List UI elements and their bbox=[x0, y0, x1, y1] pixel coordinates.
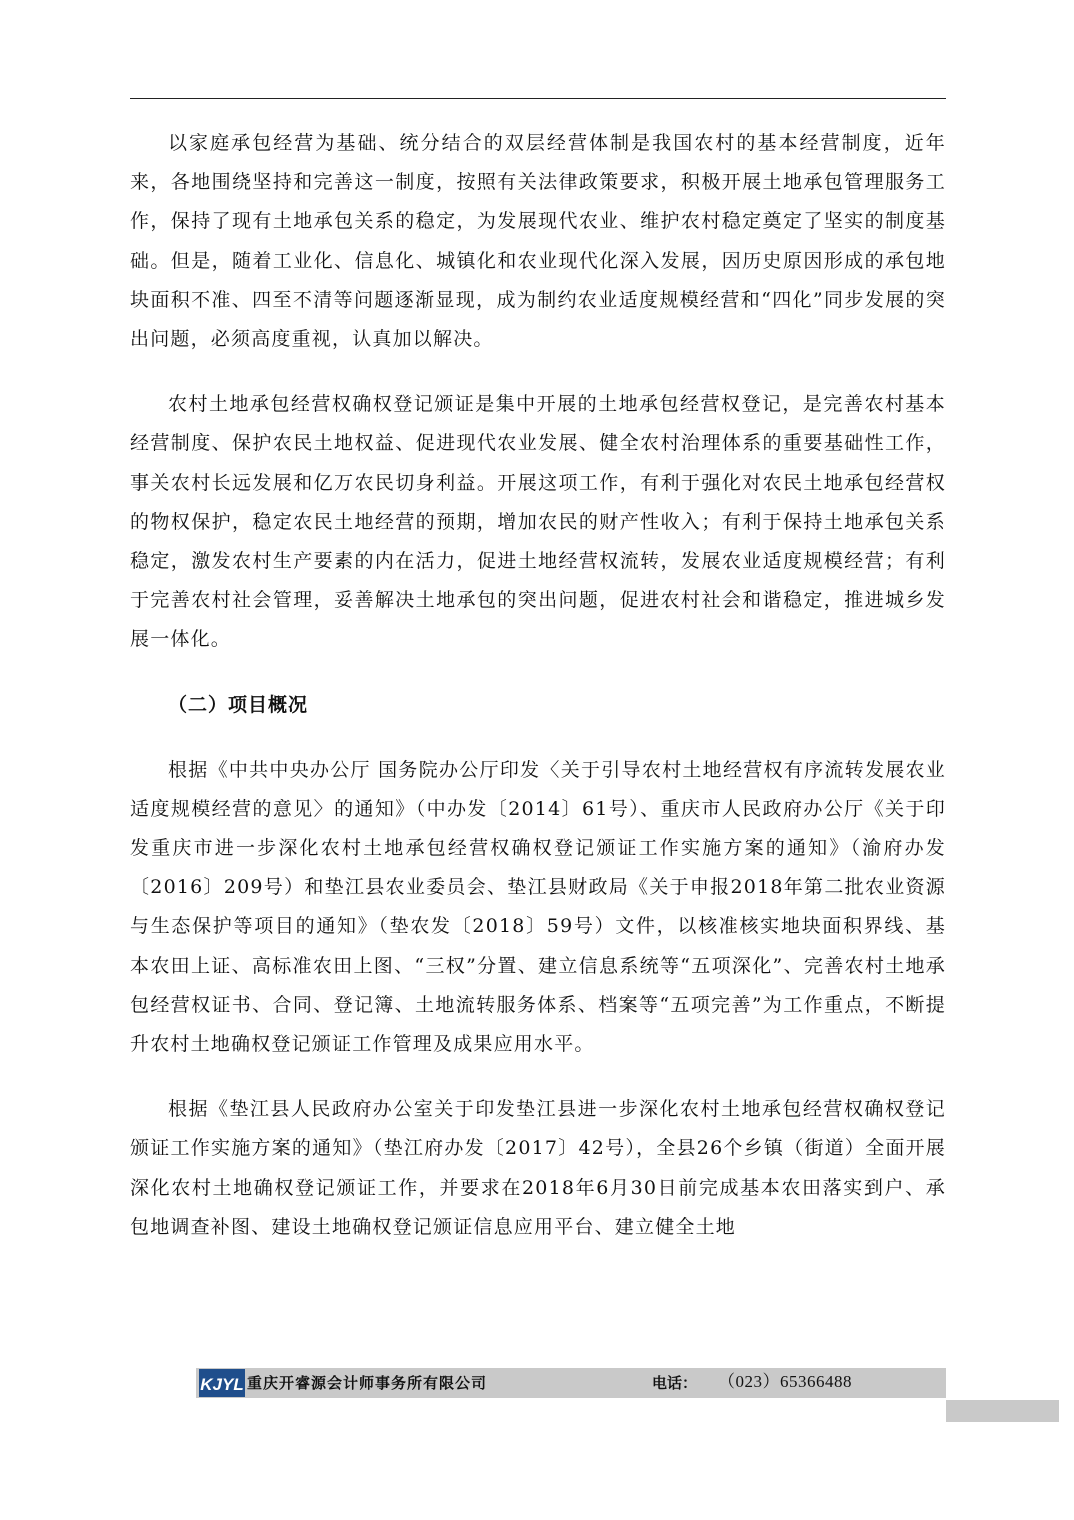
company-logo bbox=[198, 1368, 246, 1398]
header-rule bbox=[130, 98, 946, 99]
footer-bar-accent bbox=[946, 1400, 1059, 1422]
section-heading: （二）项目概况 bbox=[168, 693, 309, 716]
paragraph-3: 根据《中共中央办公厅 国务院办公厅印发〈关于引导农村土地经营权有序流转发展农业适度规模经营的意见〉的通知》（中办发〔2014〕61号）、重庆市人民政府办公厅《关于印发重庆市进一步深化农村土地承包经营权确权登记颁证工作实施方案的通知》（渝府办发〔2016〕209号）和垫江县农业委员会、垫江县财政局《关于申报2018年第二批农业资源与生态保护等项目的通知》（垫农发〔2018〕59号）文件，以核准核实地块面积界线、基本农田上证、高标准农田上图、“三权”分置、建立信息系统等“五项深化”、完善农村土地承包经营权证书、合同、登记簿、土地流转服务体系、档案等“五项完善”为工作重点，不断提升农村土地确权登记颁证工作管理及成果应用水平。 bbox=[130, 758, 946, 1056]
phone-number: （023）65366488 bbox=[718, 1372, 852, 1391]
paragraph-2: 农村土地承包经营权确权登记颁证是集中开展的土地承包经营权登记，是完善农村基本经营制度、保护农民土地权益、促进现代农业发展、健全农村治理体系的重要基础性工作，事关农村长远发展和亿万农民切身利益。开展这项工作，有利于强化对农民土地承包经营权的物权保护，稳定农民土地经营的预期，增加农民的财产性收入；有利于保持土地承包关系稳定，激发农村生产要素的内在活力，促进土地经营权流转，发展农业适度规模经营；有利于完善农村社会管理，妥善解决土地承包的突出问题，促进农村社会和谐稳定，推进城乡发展一体化。 bbox=[130, 393, 946, 651]
phone-label: 电话： bbox=[652, 1374, 698, 1392]
document-body bbox=[130, 124, 946, 1247]
paragraph-4: 根据《垫江县人民政府办公室关于印发垫江县进一步深化农村土地承包经营权确权登记颁证工作实施方案的通知》（垫江府办发〔2017〕42号），全县26个乡镇（街道）全面开展深化农村土地确权登记颁证工作，并要求在2018年6月30日前完成基本农田落实到户、承包地调查补图、建设土地确权登记颁证信息应用平台、建立健全土地 bbox=[130, 1098, 946, 1238]
company-name: 重庆开睿源会计师事务所有限公司 bbox=[247, 1374, 488, 1392]
paragraph-1: 以家庭承包经营为基础、统分结合的双层经营体制是我国农村的基本经营制度，近年来，各地围绕坚持和完善这一制度，按照有关法律政策要求，积极开展土地承包管理服务工作，保持了现有土地承包关系的稳定，为发展现代农业、维护农村稳定奠定了坚实的制度基础。但是，随着工业化、信息化、城镇化和农业现代化深入发展，因历史原因形成的承包地块面积不准、四至不清等问题逐渐显现，成为制约农业适度规模经营和“四化”同步发展的突出问题，必须高度重视，认真加以解决。 bbox=[130, 132, 946, 351]
svg-text:KJYL: KJYL bbox=[200, 1375, 244, 1394]
